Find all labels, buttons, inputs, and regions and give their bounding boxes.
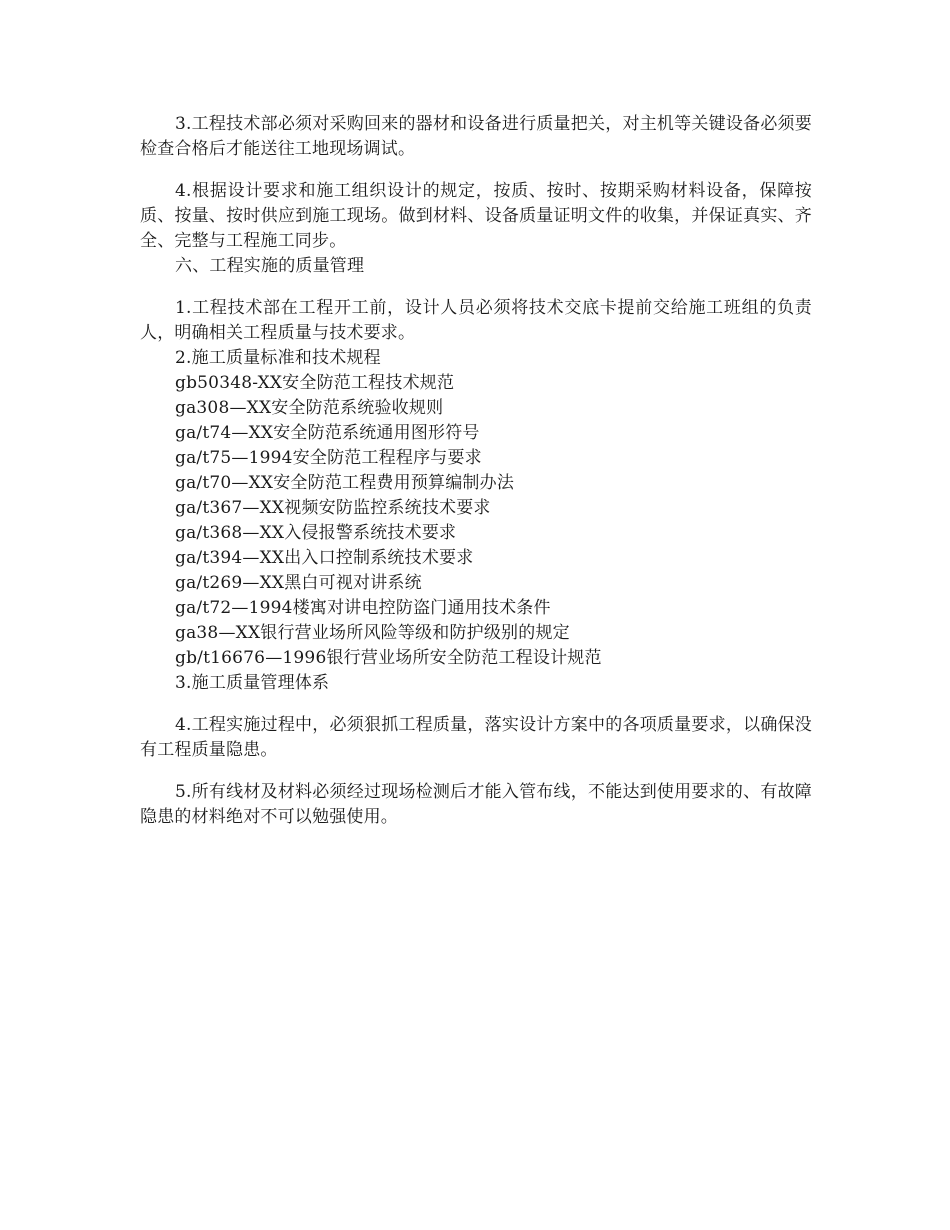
standard-item: ga/t367—XX视频安防监控系统技术要求 [175, 498, 491, 518]
paragraph-implementation-quality: 4.工程实施过程中，必须狠抓工程质量，落实设计方案中的各项质量要求，以确保没有工程质量隐患。 [140, 715, 812, 760]
document-page [140, 112, 812, 830]
standard-item: gb50348-XX安全防范工程技术规范 [175, 373, 455, 393]
paragraph-procurement-quality: 3.工程技术部必须对采购回来的器材和设备进行质量把关，对主机等关键设备必须要检查合格后才能送往工地现场调试。 [140, 114, 812, 159]
paragraph-standards-heading: 2.施工质量标准和技术规程 [175, 348, 381, 368]
paragraph-technical-briefing: 1.工程技术部在工程开工前，设计人员必须将技术交底卡提前交给施工班组的负责人，明确相关工程质量与技术要求。 [140, 298, 812, 343]
standard-item: ga/t70—XX安全防范工程费用预算编制办法 [175, 473, 515, 493]
paragraph-material-supply: 4.根据设计要求和施工组织设计的规定，按质、按时、按期采购材料设备，保障按质、按量、按时供应到施工现场。做到材料、设备质量证明文件的收集，并保证真实、齐全、完整与工程施工同步。 [140, 181, 812, 251]
standard-item: gb/t16676—1996银行营业场所安全防范工程设计规范 [175, 648, 602, 668]
standard-item: ga/t269—XX黑白可视对讲系统 [175, 573, 422, 593]
paragraph-management-system: 3.施工质量管理体系 [175, 673, 330, 693]
standard-item: ga38—XX银行营业场所风险等级和防护级别的规定 [175, 623, 570, 643]
standard-item: ga/t394—XX出入口控制系统技术要求 [175, 548, 474, 568]
paragraph-material-inspection: 5.所有线材及材料必须经过现场检测后才能入管布线，不能达到使用要求的、有故障隐患的材料绝对不可以勉强使用。 [140, 782, 812, 827]
standard-item: ga/t74—XX安全防范系统通用图形符号 [175, 423, 480, 443]
standard-item: ga/t368—XX入侵报警系统技术要求 [175, 523, 457, 543]
standard-item: ga/t72—1994楼寓对讲电控防盗门通用技术条件 [175, 598, 551, 618]
section-heading-quality-management: 六、工程实施的质量管理 [175, 256, 365, 276]
standard-item: ga308—XX安全防范系统验收规则 [175, 398, 444, 418]
standard-item: ga/t75—1994安全防范工程程序与要求 [175, 448, 482, 468]
